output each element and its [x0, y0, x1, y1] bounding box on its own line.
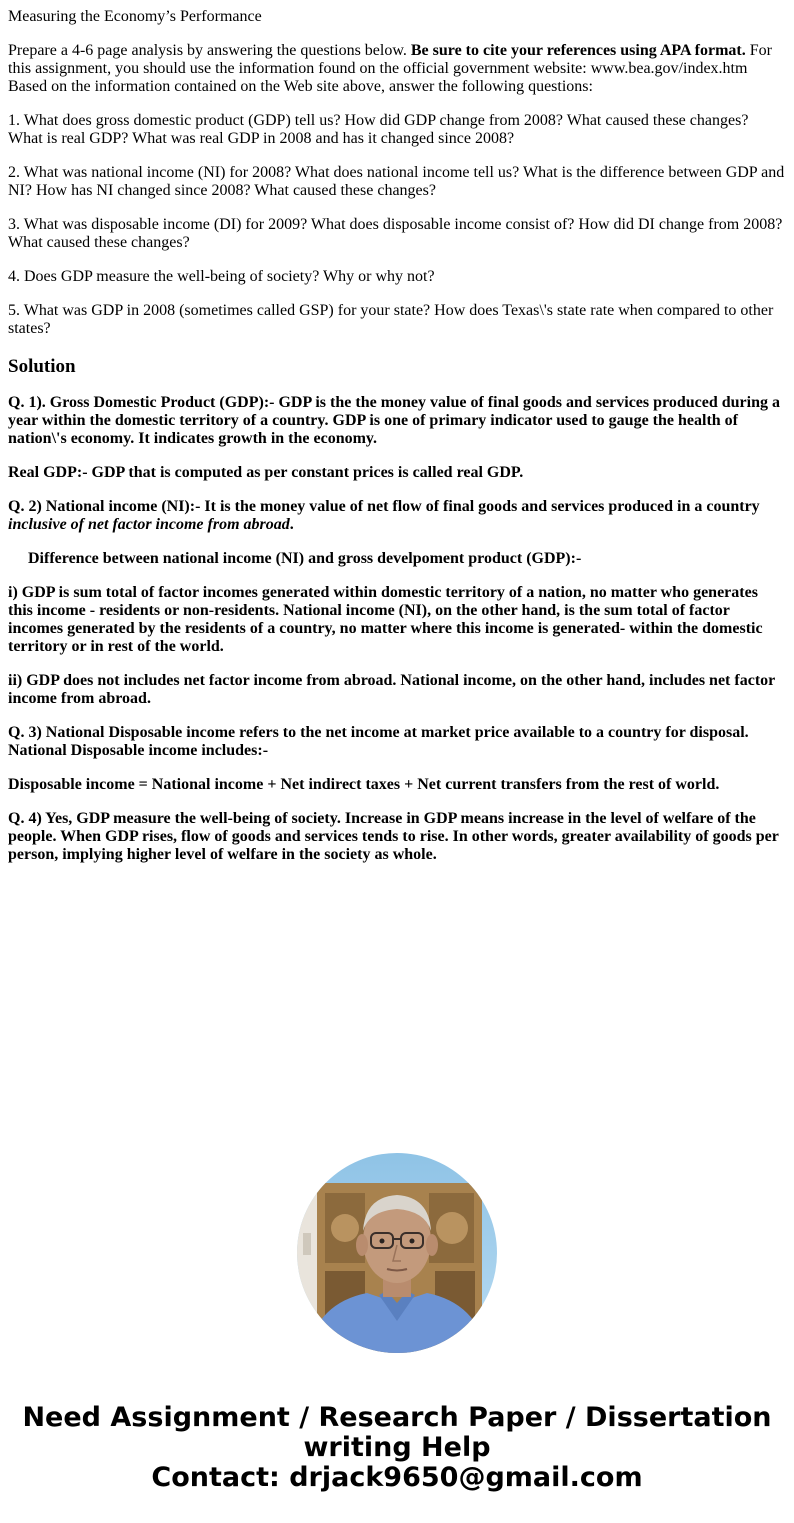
author-avatar: [297, 1153, 497, 1353]
intro-text-continued: For this assignment, you should use the information found on the official government website: www.bea.gov/index.htm Based on the information contained on the Web site above, answer the following questions:: [8, 42, 772, 95]
answer-q2: [8, 498, 786, 534]
answer-q1: Q. 1). Gross Domestic Product (GDP):- GDP is the the money value of final goods and services produced during a year within the domestic territory of a country. GDP is one of primary indicator used to gauge the health of nation\'s economy. It indicates growth in the economy.: [8, 394, 780, 447]
assignment-intro: [8, 42, 786, 96]
answer-q2-text: Q. 2) National income (NI):- It is the money value of net flow of final goods and services produced in a country: [8, 498, 760, 515]
question-5: 5. What was GDP in 2008 (sometimes called GSP) for your state? How does Texas\'s state rate when compared to other states?: [8, 302, 774, 337]
difference-point-ii: ii) GDP does not includes net factor income from abroad. National income, on the other hand, includes net factor income from abroad.: [8, 672, 775, 707]
difference-heading: Difference between national income (NI) and gross develpoment product (GDP):-: [28, 550, 582, 567]
banner-line-2: writing Help: [303, 1432, 491, 1463]
author-portrait-image: [297, 1153, 497, 1353]
question-4: 4. Does GDP measure the well-being of society? Why or why not?: [8, 268, 435, 285]
contact-banner: [0, 1403, 794, 1493]
disposable-income-formula: Disposable income = National income + Net indirect taxes + Net current transfers from the rest of world.: [8, 776, 720, 793]
answer-q3: Q. 3) National Disposable income refers to the net income at market price available to a country for disposal. National Disposable income includes:-: [8, 724, 749, 759]
banner-line-1: Need Assignment / Research Paper / Dissertation: [22, 1402, 772, 1433]
difference-point-i: i) GDP is sum total of factor incomes generated within domestic territory of a nation, no matter who generates this income - residents or non-residents. National income (NI), on the other hand, is the sum total of factor incomes generated by the residents of a country, no matter where this income is generated- within the domestic territory or in rest of the world.: [8, 584, 763, 655]
answer-q4: Q. 4) Yes, GDP measure the well-being of society. Increase in GDP means increase in the level of welfare of the people. When GDP rises, flow of goods and services tends to rise. In other words, greater availability of goods per person, implying higher level of welfare in the society as whole.: [8, 810, 779, 863]
document-body: [8, 8, 786, 880]
answer-real-gdp: Real GDP:- GDP that is computed as per constant prices is called real GDP.: [8, 464, 524, 481]
question-3: 3. What was disposable income (DI) for 2009? What does disposable income consist of? How did DI change from 2008? What caused these changes?: [8, 216, 783, 251]
intro-text: Prepare a 4-6 page analysis by answering the questions below.: [8, 42, 411, 59]
solution-heading: Solution: [8, 356, 76, 377]
answer-q2-italic: inclusive of net factor income from abroad: [8, 516, 290, 533]
page-title: Measuring the Economy’s Performance: [8, 8, 262, 25]
question-1: 1. What does gross domestic product (GDP) tell us? How did GDP change from 2008? What caused these changes? What is real GDP? What was real GDP in 2008 and has it changed since 2008?: [8, 112, 749, 147]
question-2: 2. What was national income (NI) for 2008? What does national income tell us? What is the difference between GDP and NI? How has NI changed since 2008? What caused these changes?: [8, 164, 785, 199]
intro-bold-note: Be sure to cite your references using APA format.: [410, 42, 746, 59]
answer-q2-end: .: [289, 516, 294, 533]
banner-contact-email: Contact: drjack9650@gmail.com: [151, 1462, 643, 1493]
